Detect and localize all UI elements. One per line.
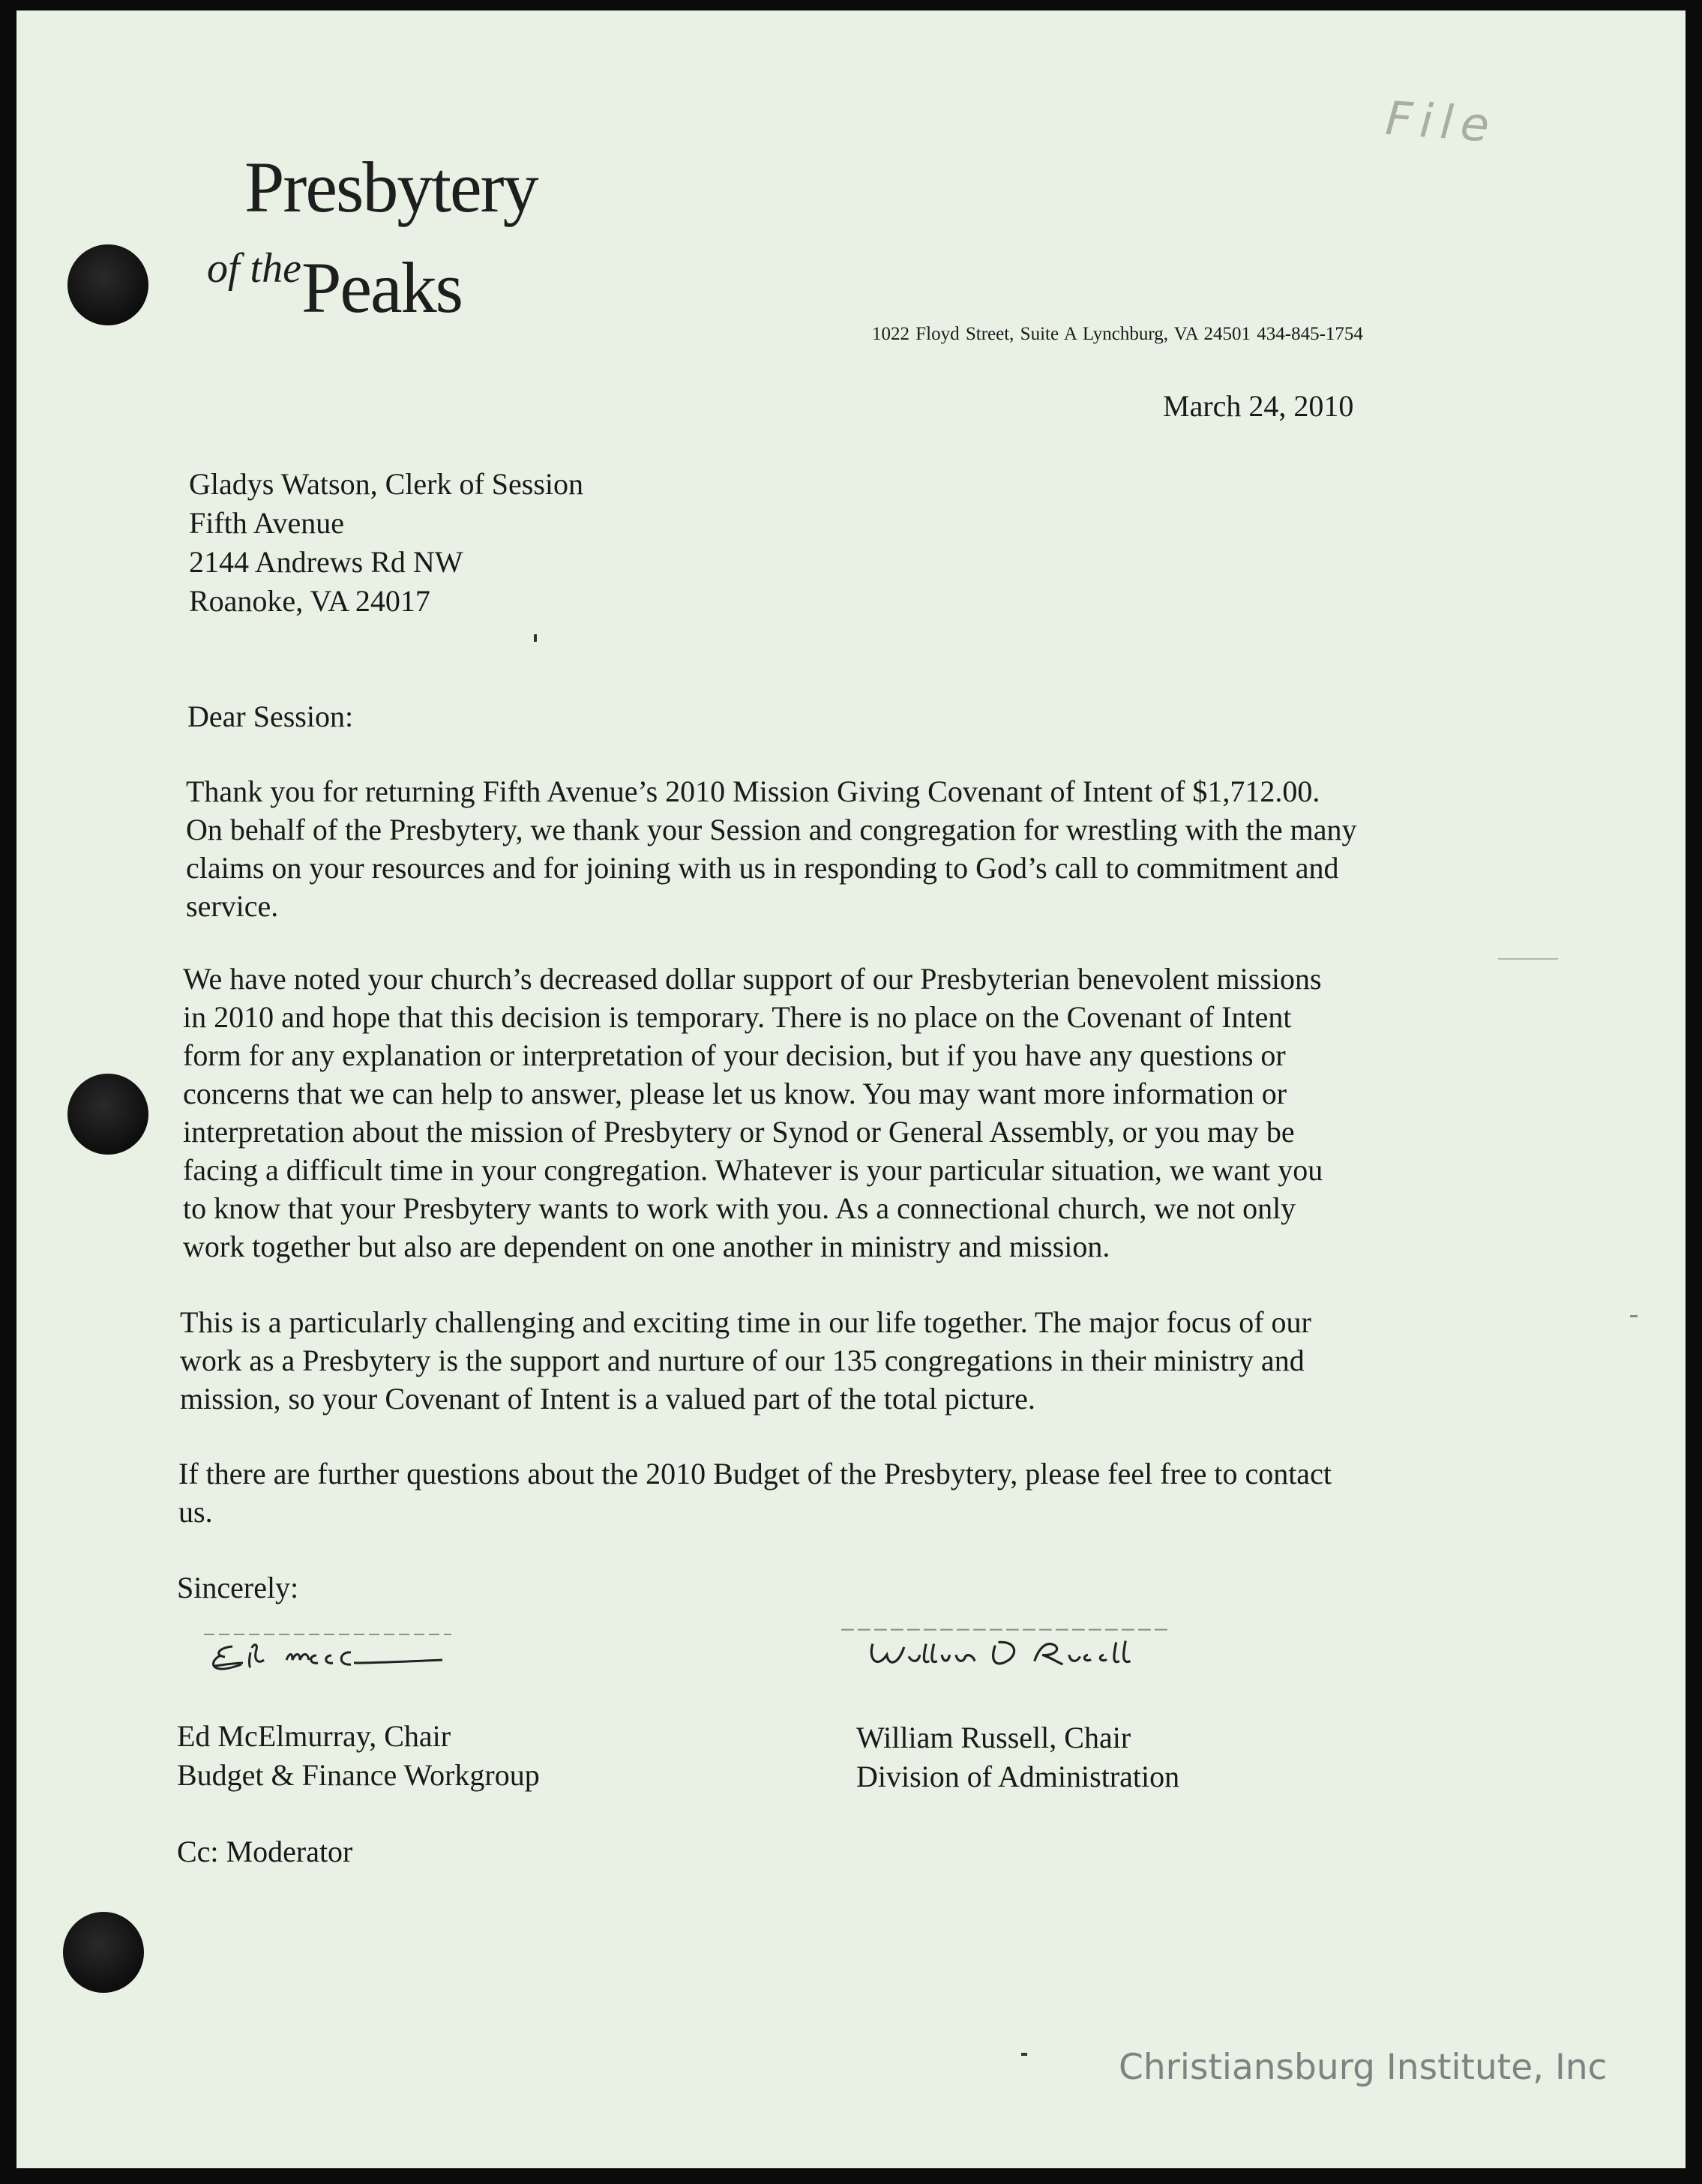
paragraph-4 — [178, 1455, 1332, 1531]
text-line: mission, so your Covenant of Intent is a valued part of the total picture. — [180, 1382, 1035, 1416]
paragraph-2 — [183, 960, 1323, 1266]
salutation: Dear Session: — [187, 700, 354, 733]
signatory-left — [177, 1717, 540, 1795]
letter-page — [16, 10, 1686, 2168]
signatory-right — [856, 1718, 1179, 1796]
recipient-line: Gladys Watson, Clerk of Session — [189, 467, 584, 501]
signature-william-russell — [841, 1622, 1171, 1679]
text-line: If there are further questions about the 2010 Budget of the Presbytery, please feel free to contact — [178, 1457, 1332, 1490]
scan-speck — [1630, 1315, 1638, 1317]
scan-speck — [1021, 2053, 1027, 2056]
signatory-group: Budget & Finance Workgroup — [177, 1758, 540, 1792]
text-line: On behalf of the Presbytery, we thank your Session and congregation for wrestling with the many — [186, 813, 1357, 846]
text-line: service. — [186, 889, 279, 923]
recipient-address — [189, 465, 583, 621]
text-line: This is a particularly challenging and exciting time in our life together. The major focus of our — [180, 1305, 1311, 1339]
text-line: interpretation about the mission of Presbytery or Synod or General Assembly, or you may be — [183, 1115, 1295, 1149]
closing: Sincerely: — [177, 1571, 299, 1604]
signatory-name: William Russell, Chair — [856, 1721, 1131, 1754]
text-line: form for any explanation or interpretation of your decision, but if you have any questions or — [183, 1038, 1286, 1072]
scan-speck — [534, 634, 537, 642]
text-line: claims on your resources and for joining with us in responding to God’s call to commitment and — [186, 851, 1339, 885]
recipient-line: Roanoke, VA 24017 — [189, 584, 430, 618]
text-line: to know that your Presbytery wants to work with you. As a connectional church, we not only — [183, 1191, 1296, 1225]
signature-ed-mcelmurray — [196, 1630, 451, 1682]
cc-line: Cc: Moderator — [177, 1835, 353, 1868]
logo-presbytery: Presbytery — [244, 147, 538, 227]
text-line: Thank you for returning Fifth Avenue’s 2010 Mission Giving Covenant of Intent of $1,712.00. — [186, 774, 1320, 808]
text-line: work together but also are dependent on one another in ministry and mission. — [183, 1230, 1110, 1263]
handwritten-file-note: File — [1383, 90, 1499, 154]
text-line: in 2010 and hope that this decision is temporary. There is no place on the Covenant of Intent — [183, 1000, 1292, 1034]
recipient-line: Fifth Avenue — [189, 506, 345, 540]
binder-hole-middle — [67, 1074, 148, 1155]
binder-hole-top — [67, 244, 148, 325]
binder-hole-bottom — [63, 1912, 144, 1993]
recipient-line: 2144 Andrews Rd NW — [189, 545, 463, 579]
paragraph-1 — [186, 772, 1356, 925]
signatory-group: Division of Administration — [856, 1760, 1180, 1793]
letter-date: March 24, 2010 — [1163, 389, 1354, 423]
text-line: We have noted your church’s decreased dollar support of our Presbyterian benevolent missions — [183, 962, 1322, 996]
logo-peaks: Peaks — [301, 247, 462, 328]
text-line: work as a Presbytery is the support and nurture of our 135 congregations in their ministry and — [180, 1344, 1305, 1377]
text-line: us. — [178, 1495, 213, 1529]
text-line: concerns that we can help to answer, please let us know. You may want more information or — [183, 1077, 1287, 1110]
scan-speck — [1498, 958, 1558, 960]
watermark: Christiansburg Institute, Inc — [1119, 2047, 1608, 2088]
logo-of-the: of the — [207, 245, 301, 292]
letterhead-address: 1022 Floyd Street, Suite A Lynchburg, VA 24501 434-845-1754 — [872, 324, 1363, 344]
text-line: facing a difficult time in your congregation. Whatever is your particular situation, we want you — [183, 1153, 1323, 1187]
signatory-name: Ed McElmurray, Chair — [177, 1719, 451, 1753]
letterhead-logo — [207, 138, 538, 348]
paragraph-3 — [180, 1303, 1311, 1418]
